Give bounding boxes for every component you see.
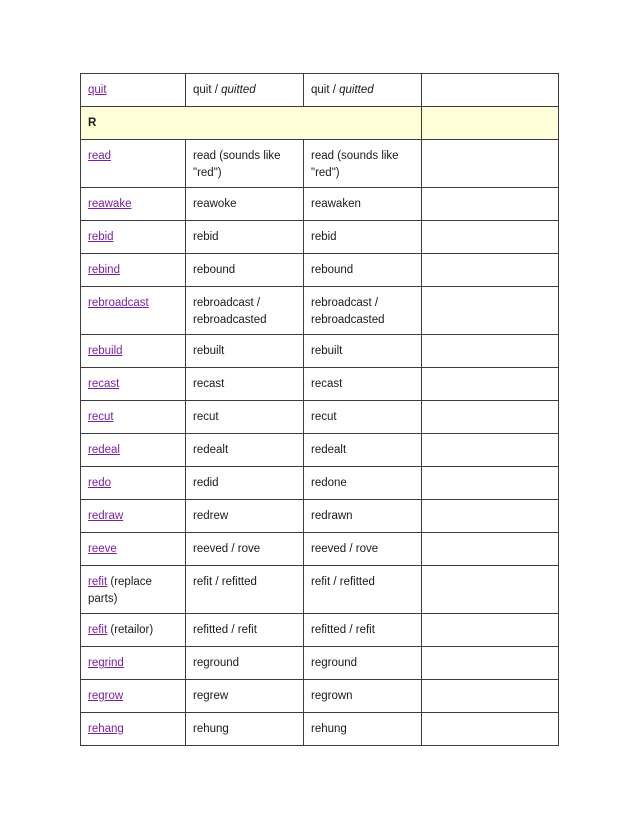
base-form-cell xyxy=(81,467,186,500)
empty-cell xyxy=(422,188,559,221)
verb-link[interactable]: reawake xyxy=(88,198,132,210)
verb-link[interactable]: recut xyxy=(88,411,114,423)
past-participle-cell: reground xyxy=(304,647,422,680)
past-participle-cell: refitted / refit xyxy=(304,614,422,647)
table-row xyxy=(81,647,559,680)
verb-sense-note: (retailor) xyxy=(107,624,154,636)
verb-link[interactable]: rebid xyxy=(88,231,114,243)
past-tense-cell: recast xyxy=(186,368,304,401)
base-form-cell xyxy=(81,680,186,713)
past-tense-cell: redid xyxy=(186,467,304,500)
section-header-row xyxy=(81,107,559,140)
empty-cell xyxy=(422,107,559,140)
past-participle-cell: reawaken xyxy=(304,188,422,221)
past-tense-cell: rebuilt xyxy=(186,335,304,368)
table-row xyxy=(81,140,559,188)
table-row xyxy=(81,335,559,368)
past-tense-cell: refitted / refit xyxy=(186,614,304,647)
past-participle-cell: rebid xyxy=(304,221,422,254)
past-participle-cell: rebuilt xyxy=(304,335,422,368)
past-participle-variant: quitted xyxy=(339,84,374,96)
verb-link[interactable]: regrow xyxy=(88,690,124,702)
base-form-cell xyxy=(81,221,186,254)
table-row xyxy=(81,680,559,713)
base-form-cell xyxy=(81,614,186,647)
past-tense-cell: rebroadcast / rebroadcasted xyxy=(186,287,304,335)
table-row xyxy=(81,74,559,107)
past-tense-cell: reawoke xyxy=(186,188,304,221)
verb-link[interactable]: redo xyxy=(88,477,112,489)
past-participle-cell: refit / refitted xyxy=(304,566,422,614)
past-tense-cell: reground xyxy=(186,647,304,680)
past-tense-cell: reeved / rove xyxy=(186,533,304,566)
past-tense-cell xyxy=(186,74,304,107)
table-row xyxy=(81,287,559,335)
past-participle-cell: rehung xyxy=(304,713,422,746)
empty-cell xyxy=(422,467,559,500)
past-tense-cell: rebid xyxy=(186,221,304,254)
base-form-cell xyxy=(81,401,186,434)
table-row xyxy=(81,434,559,467)
verb-link[interactable]: refit xyxy=(88,624,108,636)
past-participle-cell: redealt xyxy=(304,434,422,467)
past-participle-cell: rebound xyxy=(304,254,422,287)
empty-cell xyxy=(422,566,559,614)
irregular-verbs-table xyxy=(80,73,559,746)
table-row xyxy=(81,467,559,500)
past-tense-variant: quitted xyxy=(221,84,256,96)
verb-link[interactable]: read xyxy=(88,150,112,162)
verb-link[interactable]: rebind xyxy=(88,264,120,276)
past-participle-cell xyxy=(304,74,422,107)
past-tense-cell: recut xyxy=(186,401,304,434)
empty-cell xyxy=(422,500,559,533)
empty-cell xyxy=(422,713,559,746)
empty-cell xyxy=(422,680,559,713)
past-tense-cell: rehung xyxy=(186,713,304,746)
verb-link[interactable]: regrind xyxy=(88,657,124,669)
verb-link[interactable]: redraw xyxy=(88,510,124,522)
past-tense-cell: refit / refitted xyxy=(186,566,304,614)
past-tense-cell: regrew xyxy=(186,680,304,713)
table-row xyxy=(81,401,559,434)
empty-cell xyxy=(422,140,559,188)
base-form-cell xyxy=(81,368,186,401)
base-form-cell xyxy=(81,434,186,467)
base-form-cell xyxy=(81,566,186,614)
base-form-cell xyxy=(81,335,186,368)
past-participle-cell: redrawn xyxy=(304,500,422,533)
verb-link[interactable]: rebuild xyxy=(88,345,123,357)
verb-link[interactable]: refit xyxy=(88,576,108,588)
past-participle-cell: recast xyxy=(304,368,422,401)
verb-link[interactable]: rebroadcast xyxy=(88,297,149,309)
table-row xyxy=(81,254,559,287)
empty-cell xyxy=(422,614,559,647)
past-participle-cell: rebroadcast / rebroadcasted xyxy=(304,287,422,335)
empty-cell xyxy=(422,533,559,566)
base-form-cell xyxy=(81,500,186,533)
empty-cell xyxy=(422,368,559,401)
past-participle-cell: redone xyxy=(304,467,422,500)
table-row xyxy=(81,500,559,533)
past-tense-cell: redrew xyxy=(186,500,304,533)
base-form-cell xyxy=(81,74,186,107)
past-tense-text: quit / xyxy=(193,84,222,96)
empty-cell xyxy=(422,335,559,368)
verb-link[interactable]: rehang xyxy=(88,723,124,735)
base-form-cell xyxy=(81,188,186,221)
past-participle-cell: reeved / rove xyxy=(304,533,422,566)
base-form-cell xyxy=(81,287,186,335)
table-row xyxy=(81,221,559,254)
section-letter: R xyxy=(81,107,422,140)
empty-cell xyxy=(422,401,559,434)
verb-sense-note: (replace parts) xyxy=(88,576,152,605)
past-participle-cell: read (sounds like "red") xyxy=(304,140,422,188)
base-form-cell xyxy=(81,647,186,680)
empty-cell xyxy=(422,287,559,335)
base-form-cell xyxy=(81,713,186,746)
empty-cell xyxy=(422,434,559,467)
table-row xyxy=(81,713,559,746)
verb-link[interactable]: recast xyxy=(88,378,120,390)
base-form-cell xyxy=(81,254,186,287)
empty-cell xyxy=(422,647,559,680)
table-row xyxy=(81,566,559,614)
empty-cell xyxy=(422,221,559,254)
table-row xyxy=(81,368,559,401)
empty-cell xyxy=(422,74,559,107)
past-participle-text: quit / xyxy=(311,84,340,96)
past-participle-cell: recut xyxy=(304,401,422,434)
past-tense-cell: redealt xyxy=(186,434,304,467)
table-row xyxy=(81,188,559,221)
verb-link[interactable]: quit xyxy=(88,84,107,96)
table-row xyxy=(81,533,559,566)
past-tense-cell: read (sounds like "red") xyxy=(186,140,304,188)
verb-link[interactable]: reeve xyxy=(88,543,117,555)
table-row xyxy=(81,614,559,647)
empty-cell xyxy=(422,254,559,287)
base-form-cell xyxy=(81,140,186,188)
past-participle-cell: regrown xyxy=(304,680,422,713)
verb-link[interactable]: redeal xyxy=(88,444,120,456)
past-tense-cell: rebound xyxy=(186,254,304,287)
base-form-cell xyxy=(81,533,186,566)
